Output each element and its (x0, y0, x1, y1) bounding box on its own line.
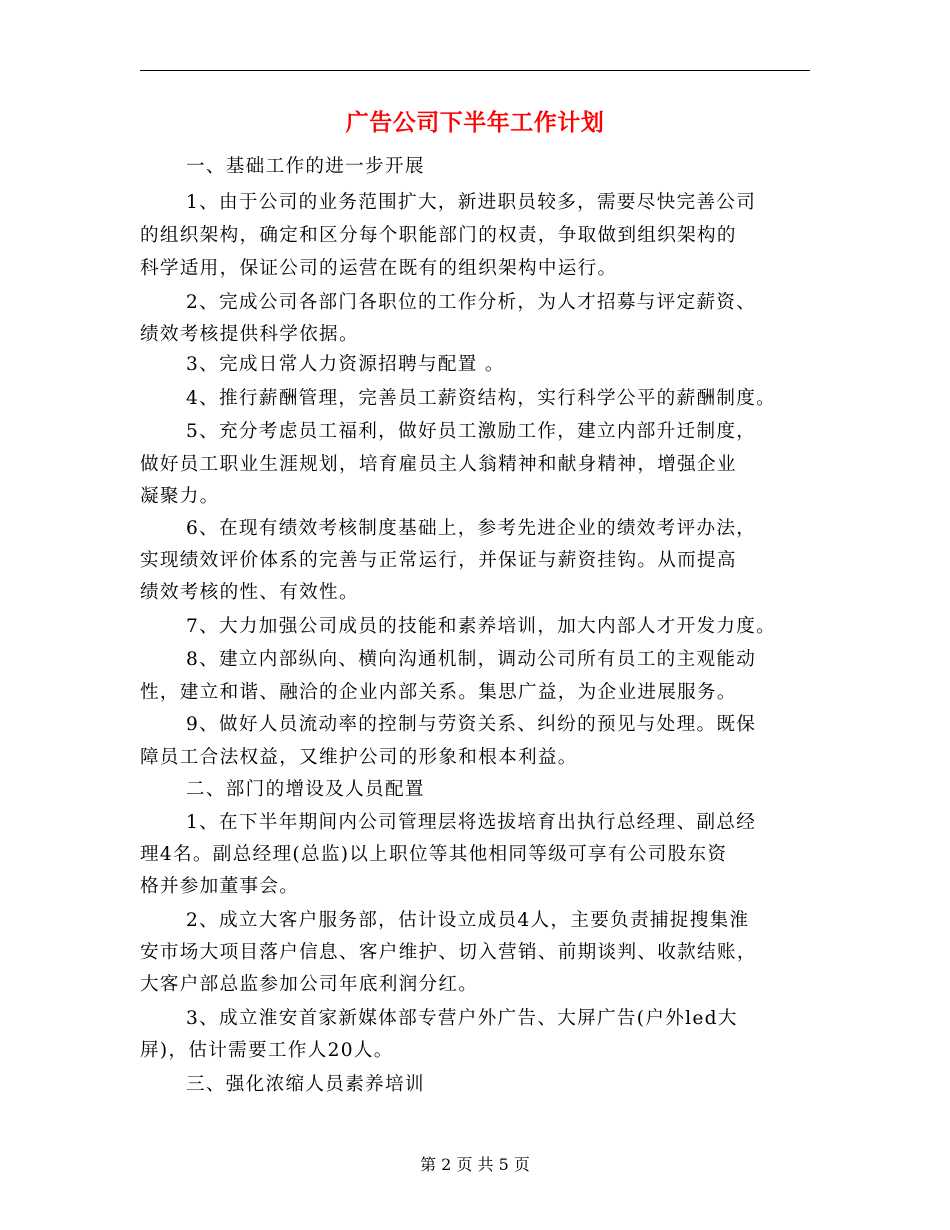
paragraph-line: 的组织架构，确定和区分每个职能部门的权责，争取做到组织架构的 (140, 225, 737, 246)
paragraph-line: 格并参加董事会。 (140, 876, 300, 897)
paragraph-line: 做好员工职业生涯规划，培育雇员主人翁精神和献身精神，增强企业 (140, 454, 737, 475)
header-rule (140, 70, 810, 71)
paragraph-line: 安市场大项目落户信息、客户维护、切入营销、前期谈判、收款结账， (140, 942, 757, 963)
paragraph-line: 4、推行薪酬管理，完善员工薪资结构，实行科学公平的薪酬制度。 (186, 388, 777, 409)
paragraph-line: 大客户部总监参加公司年底利润分红。 (140, 974, 479, 995)
paragraph-line: 实现绩效评价体系的完善与正常运行，并保证与薪资挂钩。从而提高 (140, 550, 737, 571)
section-heading-2: 二、部门的增设及人员配置 (186, 779, 425, 800)
document-title: 广告公司下半年工作计划 (345, 109, 605, 136)
paragraph-line: 3、成立淮安首家新媒体部专营户外广告、大屏广告(户外led大 (186, 1008, 738, 1029)
paragraph-line: 3、完成日常人力资源招聘与配置 。 (186, 354, 505, 375)
paragraph-line: 1、在下半年期间内公司管理层将选拔培育出执行总经理、副总经 (186, 812, 757, 833)
paragraph-line: 5、充分考虑员工福利，做好员工激励工作，建立内部升迁制度， (186, 421, 757, 442)
section-heading-3: 三、强化浓缩人员素养培训 (186, 1074, 425, 1095)
paragraph-line: 性，建立和谐、融洽的企业内部关系。集思广益，为企业进展服务。 (140, 682, 737, 703)
paragraph-line: 凝聚力。 (140, 486, 220, 507)
paragraph-line: 绩效考核提供科学依据。 (140, 324, 359, 345)
paragraph-line: 科学适用，保证公司的运营在既有的组织架构中运行。 (140, 258, 618, 279)
paragraph-line: 6、在现有绩效考核制度基础上，参考先进企业的绩效考评办法， (186, 518, 757, 539)
paragraph-line: 理4名。副总经理(总监)以上职位等其他相同等级可享有公司股东资 (140, 844, 728, 865)
paragraph-line: 障员工合法权益，又维护公司的形象和根本利益。 (140, 747, 578, 768)
page-number-footer: 第 2 页 共 5 页 (420, 1155, 530, 1174)
paragraph-line: 2、完成公司各部门各职位的工作分析，为人才招募与评定薪资、 (186, 292, 757, 313)
paragraph-line: 9、做好人员流动率的控制与劳资关系、纠纷的预见与处理。既保 (186, 714, 757, 735)
paragraph-line: 1、由于公司的业务范围扩大，新进职员较多，需要尽快完善公司 (186, 192, 757, 213)
paragraph-line: 屏)，估计需要工作人20人。 (140, 1040, 394, 1061)
paragraph-line: 绩效考核的性、有效性。 (140, 582, 359, 603)
section-heading-1: 一、基础工作的进一步开展 (186, 156, 425, 177)
paragraph-line: 8、建立内部纵向、横向沟通机制，调动公司所有员工的主观能动 (186, 649, 757, 670)
paragraph-line: 7、大力加强公司成员的技能和素养培训，加大内部人才开发力度。 (186, 616, 777, 637)
paragraph-line: 2、成立大客户服务部，估计设立成员4人，主要负责捕捉搜集淮 (186, 910, 750, 931)
